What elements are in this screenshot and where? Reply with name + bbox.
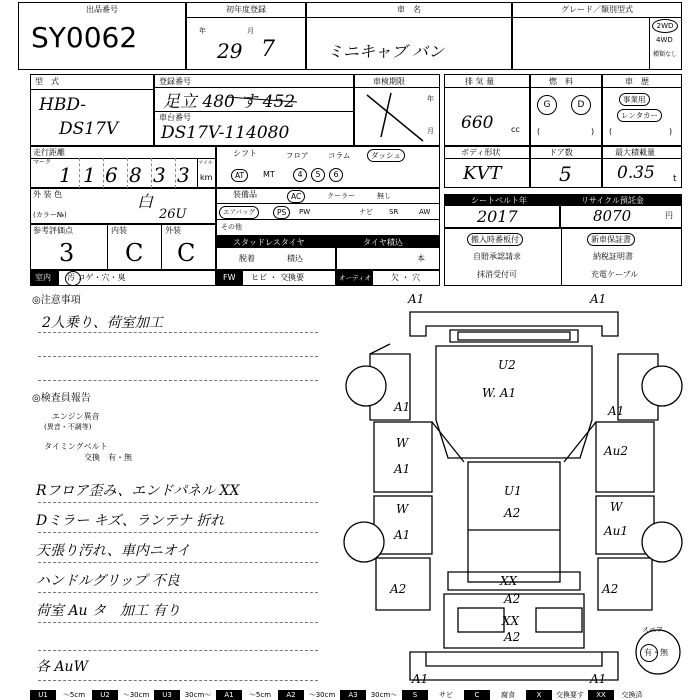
score-value: 3 [59,239,75,267]
damage-hood: W. A1 [482,386,517,400]
legend-code: C [464,690,490,700]
legend-desc: 30cm〜 [370,691,398,699]
color-value: 白 [137,192,154,211]
damage-fender-fl: A1 [394,400,411,414]
spare-value: 有・無 [644,648,668,657]
tire-load-box [336,236,440,270]
model-name-label: 車 名 [397,5,421,14]
mileage-digit-5: 3 [153,163,166,187]
studless-removed: 脱着 [239,254,255,263]
damage-rear-right: A1 [590,672,607,686]
damage-door-fr: Au2 [604,444,629,458]
load-label: 最大積載量 [615,148,655,157]
equip-label: 装備品 [233,190,257,199]
shift-box [216,146,440,188]
legend-code: X [526,690,552,700]
damage-front-right: A1 [590,292,607,306]
damage-cargo-a2: A2 [504,592,521,606]
equip-other: その他 [221,223,242,231]
studless-loaded: 積込 [287,254,303,263]
max-load-box [602,146,682,188]
damage-door-fl-1: W [396,436,409,450]
seatbelt-box [444,194,560,228]
inspection-label: 車検期限 [373,77,405,86]
reg-no-value: 足立 480 す 452 [163,92,296,112]
doors-box [530,146,602,188]
legend-code: A3 [340,690,366,700]
legend-code: XX [588,690,614,700]
damage-center-1: U1 [504,484,522,498]
color-box [30,188,216,224]
legend-desc: 〜30cm [308,691,336,699]
load-unit: t [673,174,677,184]
mileage-label: 走行距離 [33,148,65,157]
equip-pw: PW [299,208,311,216]
doc-warranty-circled: 新車保証書 [587,233,635,246]
legend-desc: サビ [439,691,453,699]
doc-plate-circled: 搬入時番板付 [467,233,523,246]
first-reg-year: 29 [217,39,243,63]
displacement-label: 排 気 量 [465,77,495,86]
color-code: 26U [159,207,187,222]
note-item-2: Dミラー キズ、ランテナ 折れ [36,513,225,529]
drive-none: 種類なし [653,51,678,58]
damage-cargo-xx: XX [500,574,518,588]
drive-2wd-badge: 2WD [652,19,678,33]
fuel-label: 燃 料 [549,77,573,86]
mileage-digit-2: 1 [83,163,96,187]
grade-label: グレード／類別型式 [561,5,633,14]
audio-row [336,270,440,286]
equip-ac-circled: AC [287,190,305,203]
recycle-label: リサイクル預託金 [581,196,644,205]
inspection-box [354,74,440,146]
legend-code: U1 [30,690,56,700]
equip-airbag-circled: エアバッグ [219,206,259,219]
note-item-3: 天張り汚れ、車内ニオイ [36,543,191,559]
damage-rear-xx: XX [502,614,520,628]
equip-sr: SR [389,208,399,216]
legend-code: A1 [216,690,242,700]
doc-cancel: 抹消受付可 [477,270,517,279]
shift-5: 5 [311,168,325,182]
registration-box [154,74,354,146]
doors-value: 5 [559,162,572,186]
damage-rear-left: A1 [412,672,429,686]
timing-label: タイミングベルト [44,442,108,451]
damage-front-left: A1 [408,292,425,306]
studless-label: スタッドレスタイヤ [233,238,305,247]
fw-label: FW [223,273,236,282]
legend-desc: 〜30cm [122,691,150,699]
exterior-value: C [177,239,196,267]
lot-number: SY0062 [31,21,138,54]
interior-row-label: 室内 [35,273,51,282]
shift-6: 6 [329,168,343,182]
damage-quarter-rr: A2 [602,582,619,596]
note-item-4: ハンドルグリップ 不良 [36,573,180,589]
recycle-unit: 円 [665,211,673,220]
score-box [30,224,216,270]
equipment-box [216,188,440,236]
history-rental: レンタカー [617,109,662,122]
type-box [30,74,154,146]
type-value-1: HBD- [39,95,87,115]
seatbelt-value: 2017 [477,207,518,226]
score-label: 参考評価点 [33,226,73,235]
audio-items: 欠 ・ 穴 [391,273,421,282]
interior-label: 内装 [111,226,127,235]
chassis-label: 車台番号 [159,113,191,122]
mileage-box: 走行距離 マーク 1 1 6 8 3 3 マイル km [30,146,216,188]
first-reg-label: 初年度登録 [226,5,266,14]
shift-dash-circled: ダッシュ [367,149,405,162]
color-label: 外 装 色 [33,190,63,199]
inspection-year-unit: 年 [427,95,434,103]
damage-door-rl-2: A1 [394,528,411,542]
shift-floor: フロア [286,151,309,160]
damage-door-fl-2: A1 [394,462,411,476]
legend-desc: 腐食 [501,691,515,699]
doc-insurance: 自賠承認請求 [473,252,521,261]
fuel-box: 燃 料 G D ( ) [530,74,602,146]
shift-4: 4 [293,168,307,182]
shift-at-circled: AT [231,169,248,182]
engine-sub: (異音・不調等) [44,423,92,431]
timing-sub: 交換 有・無 [84,453,132,462]
tire-load-label: タイヤ積込 [363,238,403,247]
interior-circle-mark [65,271,81,286]
legend-code: S [402,690,428,700]
engine-label: エンジン異音 [52,412,100,421]
damage-rear-a2: A2 [504,630,521,644]
history-box: 車 歴 事業用 レンタカー ( ) [602,74,682,146]
shift-label: シフト [233,149,257,158]
seatbelt-label: シートベルト年 [471,196,527,205]
equip-none: 無し [377,192,391,200]
note-item-1: Rフロア歪み、エンドパネル XX [36,483,240,499]
equip-cooler: クーラー [327,192,355,200]
caution-label: ◎注意事項 [32,295,81,306]
model-name-box [306,2,512,70]
tire-unit: 本 [417,254,425,263]
note-item-5: 荷室 Au タ 加工 有り [36,603,181,619]
equip-aw: AW [419,208,431,216]
type-value-2: DS17V [59,119,119,139]
damage-door-rl-1: W [396,502,409,516]
doc-tax: 納税証明書 [593,252,633,261]
fw-items: ヒビ ・ 交換要 [251,273,305,282]
body-type-box [444,146,530,188]
displacement-box [444,74,530,146]
inspector-label: ◎検査員報告 [32,393,91,404]
recycle-box [560,194,682,228]
body-label: ボディ形状 [461,148,501,157]
damage-fender-fr: A1 [608,404,625,418]
damage-door-rr-1: W [610,500,623,514]
chassis-value: DS17V-114080 [161,123,290,143]
fuel-d-circle: D [571,95,591,115]
legend-code: U3 [154,690,180,700]
caution-text: 2人乗り、荷室加工 [42,315,163,331]
interior-row [30,270,216,286]
mile-unit: マイル [198,160,213,166]
damage-roof: U2 [498,358,516,372]
spare-label: スペア [642,626,663,634]
damage-door-rr-2: Au1 [604,524,629,538]
fuel-g-circle: G [537,95,557,115]
damage-quarter-rl: A2 [390,582,407,596]
cc-unit: cc [511,125,520,134]
note-item-7: 各 AuW [36,659,88,675]
doors-label: ドア数 [549,148,573,157]
inspection-crossed-out-mark [361,89,431,145]
legend-desc: 交換済 [621,691,643,699]
recycle-value: 8070 [593,207,632,225]
shift-column: コラム [328,151,351,160]
equip-navi: ナビ [359,208,373,216]
doc-charge-cable: 充電ケーブル [591,270,639,279]
legend-code: U2 [92,690,118,700]
displacement-value: 660 [461,113,494,133]
lot-label: 出品番号 [86,5,118,14]
documents-box [444,228,682,286]
damage-center-2: A2 [504,506,521,520]
type-label: 型 式 [35,77,59,86]
history-label: 車 歴 [625,77,649,86]
exterior-label: 外装 [165,226,181,235]
history-business: 事業用 [619,93,650,106]
inspection-month-unit: 月 [427,127,434,135]
first-reg-month: 7 [261,37,275,62]
audio-label: オーディオ [339,274,371,282]
legend-code: A2 [278,690,304,700]
body-value: KVT [463,163,502,184]
legend-desc: 30cm〜 [184,691,212,699]
first-registration-box: 初年度登録 29 年 7 月 [186,2,306,70]
studless-box [216,236,336,270]
color-sub: (カラー№) [33,211,67,219]
mileage-digit-6: 3 [177,163,190,187]
equip-ps-circled: PS [273,206,290,219]
interior-row-items: 汚 コゲ・穴・臭 [67,273,126,282]
legend-desc: 〜5cm [62,691,86,699]
mileage-digit-4: 8 [129,163,142,187]
lot-number-box [18,2,186,70]
model-name: ミニキャブ バン [327,42,445,61]
reg-no-label: 登録番号 [159,77,191,86]
spare-circle-mark [640,644,658,662]
legend-desc: 〜5cm [248,691,272,699]
grade-box [512,2,682,70]
interior-value: C [125,239,144,267]
drive-4wd: 4WD [656,36,673,44]
mileage-digit-1: 1 [59,163,72,187]
legend-desc: 交換要す [556,691,584,699]
mileage-digit-3: 6 [105,163,118,187]
load-value: 0.35 [617,163,655,183]
fw-row [216,270,336,286]
shift-mt: MT [263,170,275,179]
km-unit: km [200,173,213,182]
